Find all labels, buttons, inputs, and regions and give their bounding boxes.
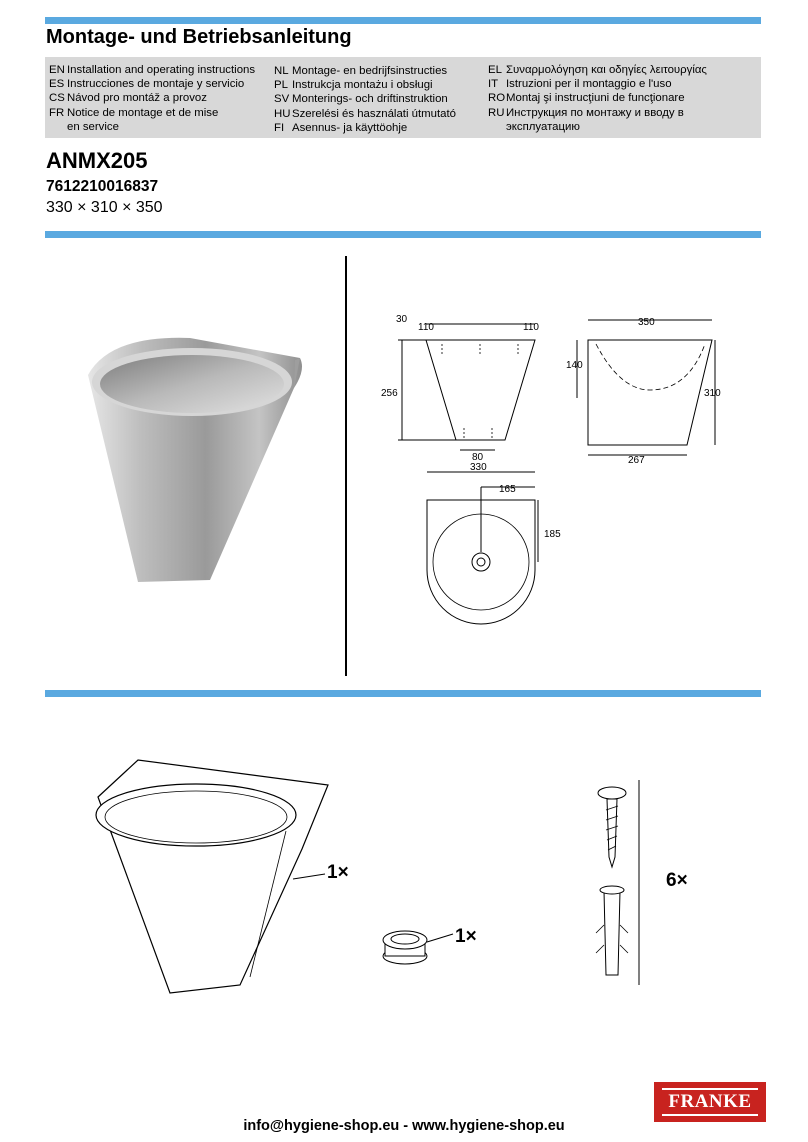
wall-plug-shape: [604, 891, 620, 975]
language-name: Montage- en bedrijfsinstructies: [292, 65, 448, 77]
wall-plug-collar-shape: [600, 886, 624, 894]
section-divider-bar: [45, 231, 761, 238]
basin-bowl-shape: [100, 355, 284, 413]
dim-256: 256: [381, 388, 398, 399]
languages-box: [45, 57, 761, 138]
basin-leader-line: [293, 874, 325, 879]
wall-plug-fin-mark: [596, 945, 604, 953]
language-name-continued: эксплуатацию: [506, 120, 580, 133]
language-code: NL: [274, 65, 289, 77]
top-accent-bar: [45, 17, 761, 24]
waste-quantity: 1×: [455, 926, 477, 947]
languages-column-3: [488, 63, 707, 134]
language-row: [488, 91, 707, 105]
front-view-outline: [426, 340, 535, 440]
language-code: IT: [488, 78, 499, 91]
language-row: [488, 63, 707, 77]
language-name: Návod pro montáž a provoz: [67, 92, 207, 105]
product-dimensions: 330 × 310 × 350: [46, 199, 163, 216]
language-row: [274, 107, 456, 121]
language-code: FR: [49, 106, 65, 119]
language-code: CS: [49, 92, 65, 105]
languages-column-1: [49, 63, 255, 134]
language-row: [274, 92, 456, 106]
product-model: ANMX205: [46, 148, 148, 173]
wall-plug-fin-mark: [620, 945, 628, 953]
language-name: Montaj şi instrucţiuni de funcţionare: [506, 92, 685, 105]
language-row: [488, 77, 707, 91]
dim-80: 80: [472, 452, 484, 463]
franke-logo-text: FRANKE: [662, 1088, 757, 1116]
language-row: [49, 91, 255, 105]
language-row: [274, 78, 456, 92]
basin-line-drawing: [90, 755, 340, 1005]
language-row: [49, 77, 255, 91]
language-name: Asennus- ja käyttöohje: [292, 121, 408, 134]
dim-185: 185: [544, 529, 561, 540]
screws-quantity: 6×: [666, 870, 688, 891]
dim-110-right: 110: [523, 322, 539, 333]
language-name: Συναρμολόγηση και οδηγίες λειτουργίας: [506, 64, 707, 76]
language-row: [49, 63, 255, 77]
language-name-continued: en service: [67, 120, 119, 133]
basin-photo: [80, 330, 310, 590]
language-code: ES: [49, 78, 65, 91]
dim-350: 350: [638, 317, 655, 328]
language-code: HU: [274, 107, 291, 120]
dim-110-left: 110: [418, 322, 434, 333]
drain-outlet-mark: [472, 553, 490, 571]
wall-plug-fin-mark: [620, 925, 628, 933]
section-vertical-divider: [345, 256, 347, 676]
language-code: SV: [274, 93, 290, 106]
dim-310: 310: [704, 388, 721, 399]
languages-column-2: [274, 64, 456, 135]
language-name: Monterings- och driftinstruktion: [292, 93, 448, 106]
language-row: [274, 64, 456, 78]
language-code: RU: [488, 106, 505, 119]
wall-plug-fin-mark: [596, 925, 604, 933]
top-view-drawing: [400, 460, 570, 630]
language-name: Installation and operating instructions: [67, 64, 256, 76]
language-code: RO: [488, 92, 506, 105]
language-code: PL: [274, 79, 288, 92]
dim-330: 330: [470, 462, 487, 473]
language-code: EL: [488, 64, 502, 76]
language-code: EN: [49, 64, 65, 76]
side-bowl-hidden-line: [596, 344, 705, 390]
footer-contact: info@hygiene-shop.eu - www.hygiene-shop.eu: [243, 1118, 565, 1134]
language-row: [49, 106, 255, 120]
language-code: FI: [274, 121, 285, 134]
language-name: Szerelési és használati útmutató: [292, 107, 456, 120]
waste-fitting-drawing: [375, 922, 465, 982]
dim-165: 165: [499, 484, 516, 495]
contents-divider-bar: [45, 690, 761, 697]
dim-30: 30: [396, 314, 408, 325]
waste-leader-line: [427, 934, 453, 942]
front-view-drawing: [380, 310, 560, 470]
screw-head-shape: [598, 787, 626, 799]
side-view-outline: [588, 340, 712, 445]
language-name: Notice de montage et de mise: [67, 106, 219, 119]
language-name: Инструкция по монтажу и вводу в: [506, 106, 684, 119]
language-row: [488, 106, 707, 120]
basin-rim-outline: [96, 784, 296, 846]
franke-logo: [654, 1082, 766, 1122]
side-view-drawing: [560, 310, 730, 470]
language-name: Instrukcja montażu i obsługi: [292, 79, 433, 92]
language-row: [274, 121, 456, 135]
language-name: Istruzioni per il montaggio e l'uso: [506, 78, 672, 91]
dim-140: 140: [566, 360, 583, 371]
document-title: Montage- und Betriebsanleitung: [46, 26, 352, 48]
basin-quantity: 1×: [327, 862, 349, 883]
product-ean: 7612210016837: [46, 178, 159, 195]
screws-plugs-drawing: [590, 775, 650, 990]
dim-267: 267: [628, 455, 645, 466]
language-name: Instrucciones de montaje y servicio: [67, 78, 245, 91]
